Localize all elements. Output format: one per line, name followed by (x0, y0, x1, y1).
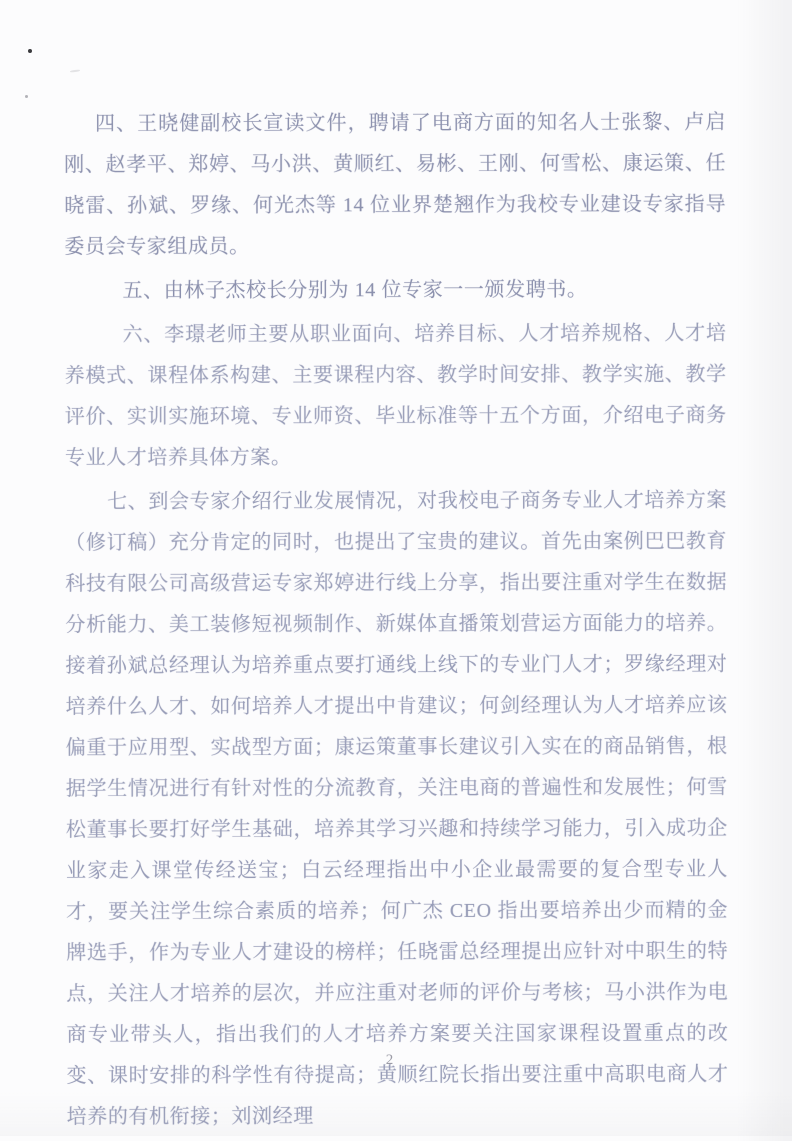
paragraph-item-4: 四、王晓健副校长宣读文件，聘请了电商方面的知名人士张黎、卢启刚、赵孝平、郑婷、马小洪、黄顺红、易彬、王刚、何雪松、康运策、任晓雷、孙斌、罗缘、何光杰等 14 位业界楚翘作为我校专业建设专家指导委员会专家组成员。 (64, 111, 727, 258)
paragraph-item-5: 五、由林子杰校长分别为 14 位专家一一颁发聘书。 (122, 278, 588, 302)
scan-smudge-icon (70, 69, 80, 72)
scan-speck-icon (25, 95, 28, 98)
page-number: 2 (385, 1052, 395, 1068)
scan-speck-icon (28, 49, 32, 53)
document-body (64, 102, 729, 1141)
paragraph-item-6: 六、李璟老师主要从职业面向、培养目标、人才培养规格、人才培养模式、课程体系构建、主要课程内容、教学时间安排、教学实施、教学评价、实训实施环境、专业师资、毕业标准等十五个方面，介绍电子商务专业人才培养具体方案。 (64, 322, 727, 469)
paragraph-item-7: 七、到会专家介绍行业发展情况，对我校电子商务专业人才培养方案（修订稿）充分肯定的同时，也提出了宝贵的建议。首先由案例巴巴教育科技有限公司高级营运专家郑婷进行线上分享，指出要注重对学生在数据分析能力、美工装修短视频制作、新媒体直播策划营运方面能力的培养。接着孙斌总经理认为培养重点要打通线上线下的专业门人才；罗缘经理对培养什么人才、如何培养人才提出中肯建议；何剑经理认为人才培养应该偏重于应用型、实战型方面；康运策董事长建议引入实在的商品销售，根据学生情况进行有针对性的分流教育，关注电商的普遍性和发展性；何雪松董事长要打好学生基础，培养其学习兴趣和持续学习能力，引入成功企业家走入课堂传经送宝；白云经理指出中小企业最需要的复合型专业人才，要关注学生综合素质的培养；何广杰 CEO 指出要培养出少而精的金牌选手，作为专业人才建设的榜样；任晓雷总经理提出应针对中职生的特点，关注人才培养的层次，并应注重对老师的评价与考核；马小洪作为电商专业带头人，指出我们的人才培养方案要关注国家课程设置重点的改变、课时安排的科学性有待提高；黄顺红院长指出要注重中高职电商人才培养的有机衔接；刘浏经理 (65, 489, 729, 1128)
